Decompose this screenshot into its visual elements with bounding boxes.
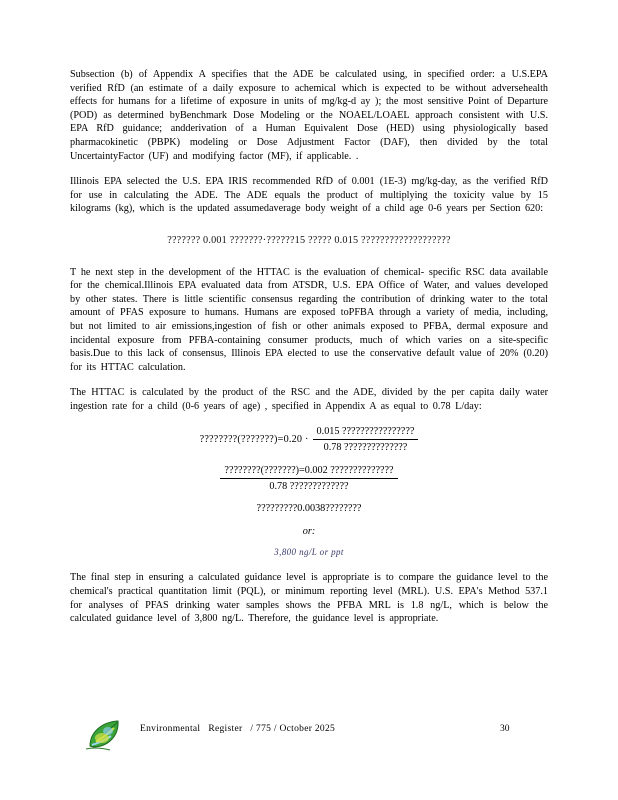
footer-publication: Environmental <box>140 724 201 734</box>
equation-httac-result: ?????????0.0038???????? <box>256 503 362 515</box>
footer-citation <box>140 724 335 734</box>
equation-or-label: or: <box>302 526 316 538</box>
fraction-denominator: 0.78 ?????????????? <box>323 442 408 454</box>
paragraph-illinois-epa-rfd: Illinois EPA selected the U.S. EPA IRIS recommended RfD of 0.001 (1E-3) mg/kg-day, as the verified RfD for use in calculating the ADE. The ADE equals the product of multiplying the toxicity value by 15 kilograms (kg), which is the updated assumedaverage body weight of a child age 0-6 years per Section 620: <box>70 176 548 215</box>
equation-httac-step1-fraction <box>313 425 419 454</box>
paragraph-httac-intro: The HTTAC is calculated by the product of the RSC and the ADE, divided by the per capita daily water ingestion rate for a child (0-6 years of age) , specified in Appendix A as equal to 0.78 L/day: <box>70 387 548 412</box>
equation-httac-step2-fraction <box>220 464 397 493</box>
footer-register: Register <box>208 724 243 734</box>
paragraph-subsection-b: Subsection (b) of Appendix A specifies that the ADE be calculated using, in specified order: a U.S.EPA verified RfD (an estimate of a daily exposure to achemical which is expected to be without adversehealth effects for humans for a lifetime of exposure in units of mg/kg-d ay ); the most sensitive Point of Departure (POD) as determined byBenchmark Dose Modeling or the NOAEL/LOAEL approach consistent with U.S. EPA RfD guidance; andderivation of a Human Equivalent Dose (HED) using physiologically based pharmacokinetic (PBPK) modeling or Dose Adjustment Factor (DAF), then divided by the total UncertaintyFactor (UF) and modifying factor (MF), if applicable. . <box>70 69 548 162</box>
fraction-denominator: 0.78 ????????????? <box>269 481 349 493</box>
equation-httac-step1-lhs: ????????(???????)=0.20 · <box>199 434 309 446</box>
page-body <box>70 68 548 638</box>
paragraph-final-step: The final step in ensuring a calculated guidance level is appropriate is to compare the guidance level to the chemical's practical quantitation limit (PQL), or minimum reporting level (MRL). U.S. EPA's Method 537.1 for analyses of PFAS drinking water samples shows the PFBA MRL is 1.8 ng/L, which is below the calculated guidance level of 3,800 ng/L. Therefore, the guidance level is appropriate. <box>70 572 548 625</box>
fraction-numerator: 0.015 ???????????????? <box>313 425 419 440</box>
equation-httac-step2 <box>70 464 548 493</box>
paragraph-rsc-discussion: T he next step in the development of the HTTAC is the evaluation of chemical- specific RSC data available for the chemical.Illinois EPA evaluated data from ATSDR, U.S. EPA Office of Water, and values developed by other states. There is little scientific consensus regarding the contribution of drinking water to the total amount of PFAS exposure to humans. Humans are exposed toPFBA through a variety of media, including, but not limited to air emissions,ingestion of fish or other animals exposed to PFBA, dermal exposure and incidental exposure from PFBA-containing consumer products, much of which varies on a site-specific basis.Due to this lack of consensus, Illinois EPA elected to use the conservative default value of 20% (0.20) for its HTTAC calculation. <box>70 266 548 373</box>
fraction-numerator: ????????(???????)=0.002 ?????????????? <box>220 464 397 479</box>
equation-ade: ??????? 0.001 ???????·??????15 ????? 0.015 ??????????????????? <box>167 234 451 246</box>
leaf-logo-icon <box>84 716 130 752</box>
page-footer <box>0 716 618 756</box>
equation-httac-step1 <box>70 425 548 454</box>
equation-unit-note: 3,800 ng/L or ppt <box>274 547 344 558</box>
page-number: 30 <box>500 724 510 734</box>
footer-issue: / 775 / October 2025 <box>250 724 336 734</box>
